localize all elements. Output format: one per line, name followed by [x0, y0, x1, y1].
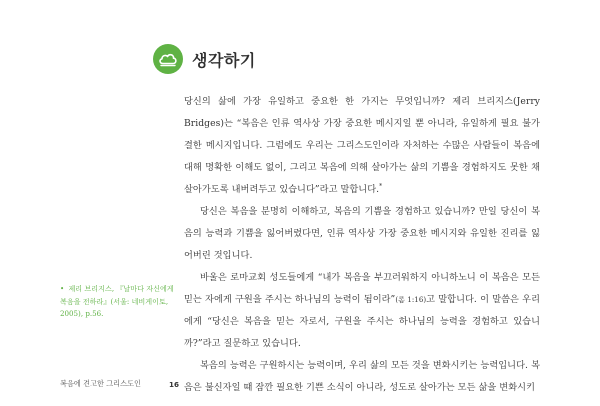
paragraph: 바울은 로마교회 성도들에게 “내가 복음을 부끄러워하지 아니하노니 이 복음은 모든 믿는 자에게 구원을 주시는 하나님의 능력이 됨이라”(롬 1:16)고 말합니다. 이 말씀은 우리에게 “당신은 복음을 믿는 자로서, 구원을 주시는 하나님의 능력을 경험하고 있습니까?”라고 질문하고 있습니다. — [184, 272, 541, 349]
section-title: 생각하기 — [192, 50, 256, 70]
page-footer — [60, 379, 179, 389]
page-number: 16 — [168, 379, 179, 389]
section-heading — [153, 44, 256, 74]
footnote-bullet: • — [60, 284, 65, 293]
body-text — [184, 91, 540, 399]
footnote-text: 제리 브리지스, 『날마다 자신에게 복음을 전하라』(서울: 네비게이토, 2005), p.56. — [60, 284, 174, 318]
scripture-reference: (롬 1:16) — [395, 296, 427, 304]
paragraph: 당신은 복음을 분명히 이해하고, 복음의 기쁨을 경험하고 있습니까? 만일 당신이 복음의 능력과 기쁨을 잃어버렸다면, 인류 역사상 가장 중요한 메시지와 유일한 진리를 잃어버린 것입니다. — [184, 206, 540, 261]
paragraph: 복음의 능력은 구원하시는 능력이며, 우리 삶의 모든 것을 변화시키는 능력입니다. 복음은 불신자일 때 잠깐 필요한 기쁜 소식이 아니라, 성도로 살아가는 모든 삶을 변화시키 — [184, 360, 540, 393]
thinking-cloud-icon — [153, 44, 183, 74]
footnote-marker: * — [379, 182, 383, 190]
paragraph: 당신의 삶에 가장 유일하고 중요한 한 가지는 무엇입니까? 제리 브리지스(Jerry Bridges)는 “복음은 인류 역사상 가장 중요한 메시지일 뿐 아니라, 유일하게 필요 불가결한 메시지입니다. 그럼에도 우리는 그리스도인이라 자처하는 수많은 사람들이 복음에 대해 명확한 이해도 없이, 그리고 복음에 의해 살아가는 삶의 기쁨을 경험하지도 못한 채 살아가도록 내버려두고 있습니다”라고 말합니다.* — [184, 96, 540, 195]
footer-book-title: 복음에 견고한 그리스도인 — [60, 379, 141, 388]
footnote — [60, 283, 180, 321]
